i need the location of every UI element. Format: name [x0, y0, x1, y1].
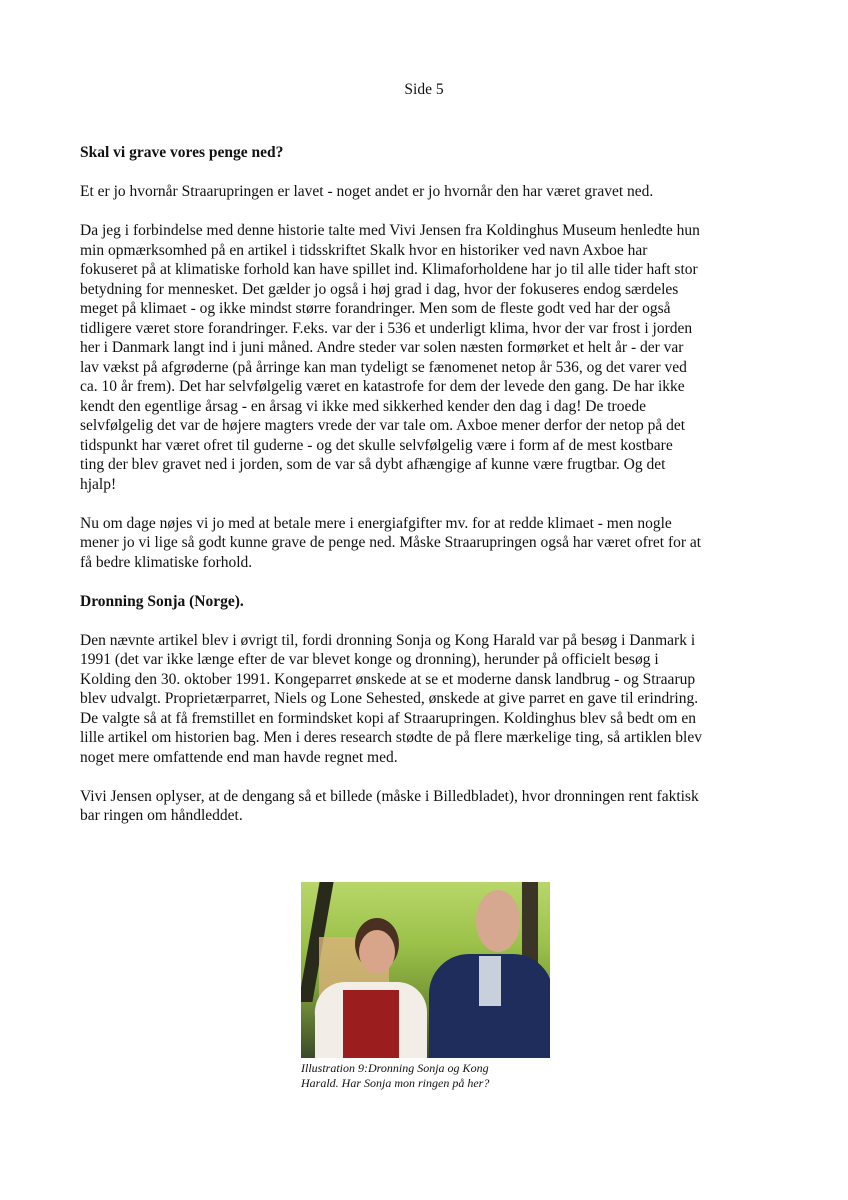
spacer [80, 494, 740, 514]
text-line: lille artikel om historien bag. Men i deres research stødte de på flere mærkelige ting, så artiklen blev [80, 729, 702, 746]
text-line: noget mere omfattende end man havde regnet med. [80, 748, 398, 766]
text-line: Da jeg i forbindelse med denne historie talte med Vivi Jensen fra Koldinghus Museum henledte hun [80, 222, 700, 239]
paragraph [80, 514, 740, 573]
text-line: Vivi Jensen oplyser, at de dengang så et billede (måske i Billedbladet), hvor dronningen rent faktisk [80, 787, 699, 805]
text-line: De valgte så at få fremstillet en formindsket kopi af Straarupringen. Koldinghus blev så bedt om en [80, 709, 696, 727]
illustration-figure [301, 882, 550, 1091]
text-line: hjalp! [80, 475, 117, 493]
text-line: min opmærksomhed på en artikel i tidsskriftet Skalk hvor en historiker ved navn Axboe har [80, 241, 648, 259]
paragraph [80, 221, 740, 494]
text-line: få bedre klimatiske forhold. [80, 553, 253, 571]
spacer [80, 767, 740, 787]
section-heading-dronning-sonja: Dronning Sonja (Norge). [80, 592, 244, 610]
queen-bunad-bodice [343, 990, 399, 1058]
text-line: Kolding den 30. oktober 1991. Kongeparret ønskede at se et moderne dansk landbrug - og Straarup [80, 670, 696, 688]
spacer [80, 163, 740, 183]
paragraph [80, 631, 740, 768]
text-line: lav vækst på afgrøderne (på årringe kan man tydeligt se fænomenet netop år 536, og det varer ved [80, 358, 687, 376]
royal-couple-photo [301, 882, 550, 1058]
spacer [80, 611, 740, 631]
text-line: selvfølgelig det var de højere magters vrede der var tale om. Axboe mener derfor der netop på det [80, 417, 686, 434]
spacer [80, 572, 740, 592]
text-line: 1991 (det var ikke længe efter de var blevet konge og dronning), herunder på officielt besøg i [80, 651, 659, 668]
spacer [80, 202, 740, 222]
text-line: kendt den egentlige årsag - en årsag vi ikke med sikkerhed kender den dag i dag! De troede [80, 397, 646, 415]
text-line: Et er jo hvornår Straarupringen er lavet - noget andet er jo hvornår den har været gravet ned. [80, 183, 654, 200]
text-line: bar ringen om håndleddet. [80, 807, 243, 824]
paragraph [80, 787, 740, 826]
text-line: betydning for mennesket. Det gælder jo også i høj grad i dag, hvor der fokuseres endog særdeles [80, 280, 679, 298]
section-heading-grave-penge: Skal vi grave vores penge ned? [80, 144, 284, 161]
text-line: tidligere været store forandringer. F.eks. var der i 536 et underligt klima, hvor der var frost i jorden [80, 319, 693, 337]
caption-line: Illustration 9:Dronning Sonja og Kong [301, 1061, 489, 1075]
text-line: Den nævnte artikel blev i øvrigt til, fordi dronning Sonja og Kong Harald var på besøg i Danmark i [80, 631, 696, 649]
figure-caption [301, 1061, 550, 1091]
queen-head [359, 930, 395, 974]
text-line: her i Danmark langt ind i juni måned. Andre steder var solen næsten formørket et helt år - der var [80, 339, 684, 356]
text-line: blev udvalgt. Proprietærparret, Niels og Lone Sehested, ønskede at give parret en gave til erindring. [80, 690, 699, 707]
text-line: ting der blev gravet ned i jorden, som de var så dybt afhængige af kunne være frugtbar. Og det [80, 456, 666, 473]
text-line: meget på klimaet - og ikke mindst større forandringer. Men som de fleste godt ved har der også [80, 300, 671, 317]
page-number-header: Side 5 [404, 81, 444, 98]
text-line: fokuseret på at klimatiske forhold kan have spillet ind. Klimaforholdene har jo til alle tider haft stor [80, 261, 698, 278]
text-line: tidspunkt har været ofret til guderne - og det skulle selvfølgelig være i form af de mest kostbare [80, 436, 673, 454]
king-shirt-tie [479, 956, 501, 1006]
text-line: Nu om dage nøjes vi jo med at betale mere i energiafgifter mv. for at redde klimaet - men nogle [80, 514, 672, 532]
document-body [80, 143, 740, 826]
text-line: mener jo vi lige så godt kunne grave de penge ned. Måske Straarupringen også har været ofret for at [80, 534, 702, 551]
caption-line: Harald. Har Sonja mon ringen på her? [301, 1076, 490, 1090]
text-line: ca. 10 år frem). Det har selvfølgelig været en katastrofe for dem der levede den gang. De har ikke [80, 378, 685, 395]
paragraph [80, 182, 740, 202]
king-head [476, 890, 520, 952]
